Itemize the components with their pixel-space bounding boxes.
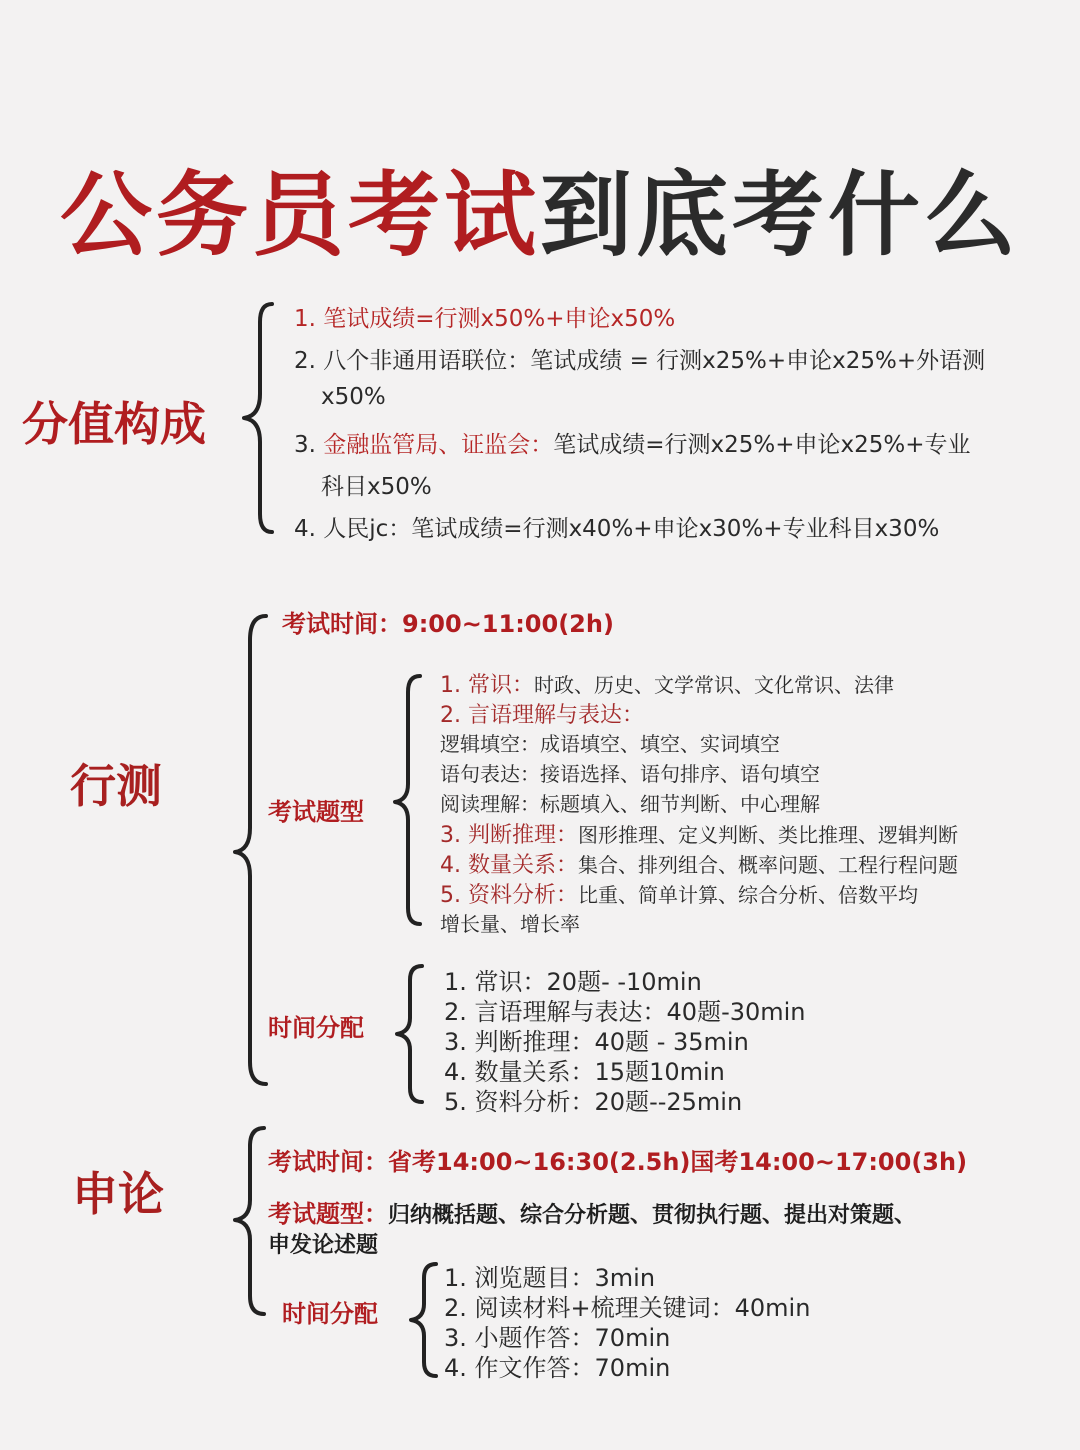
shenlun-time-value: 省考14:00~16:30(2.5h)国考14:00~17:00(3h): [388, 1148, 968, 1176]
xingce-alloc-label: 时间分配: [268, 1014, 364, 1042]
xingce-heading: 行测: [70, 759, 162, 813]
score-line-3-text: 笔试成绩=行测x25%+申论x25%+专业: [553, 432, 971, 458]
xingce-alloc-3: 3. 判断推理：40题 - 35min: [444, 1028, 749, 1056]
xingce-type-4-label: 4. 数量关系：: [440, 853, 578, 878]
xingce-type-2-sub-1: 逻辑填空：成语填空、填空、实词填空: [440, 732, 780, 756]
score-line-2: [294, 342, 985, 375]
xingce-type-4: [440, 848, 958, 879]
shenlun-types-text: 归纳概括题、综合分析题、贯彻执行题、提出对策题、: [388, 1203, 917, 1228]
score-line-2-text: 八个非通用语联位：笔试成绩 = 行测x25%+申论x25%+外语测: [323, 348, 986, 374]
shenlun-alloc-brace: [408, 1260, 442, 1384]
score-line-1: 1. 笔试成绩=行测x50%+申论x50%: [294, 306, 676, 332]
score-heading: 分值构成: [22, 397, 206, 451]
score-line-2-num: 2.: [294, 348, 324, 374]
title-red-part: 公务员考试: [59, 162, 540, 269]
xingce-type-2-sub-3: 阅读理解：标题填入、细节判断、中心理解: [440, 792, 820, 816]
xingce-type-5: [440, 878, 918, 909]
xingce-alloc-brace: [394, 962, 428, 1112]
score-line-2-cont: x50%: [321, 384, 386, 410]
score-line-3-num: 3.: [294, 432, 324, 458]
xingce-alloc-5: 5. 资料分析：20题--25min: [444, 1088, 743, 1116]
shenlun-alloc-1: 1. 浏览题目：3min: [444, 1264, 656, 1292]
shenlun-types-label: 考试题型：: [268, 1200, 388, 1228]
xingce-alloc-4: 4. 数量关系：15题10min: [444, 1058, 725, 1086]
xingce-type-3: [440, 818, 958, 849]
page-title: [0, 142, 1080, 274]
shenlun-alloc-2: 2. 阅读材料+梳理关键词：40min: [444, 1294, 811, 1322]
xingce-type-5-cont: 增长量、增长率: [440, 912, 580, 936]
xingce-alloc-1: 1. 常识：20题- -10min: [444, 968, 702, 996]
xingce-type-3-text: 图形推理、定义判断、类比推理、逻辑判断: [577, 823, 958, 847]
xingce-time-label: 考试时间：: [282, 610, 402, 638]
score-line-4: 4. 人民jc：笔试成绩=行测x40%+申论x30%+专业科目x30%: [294, 516, 940, 542]
xingce-alloc-2: 2. 言语理解与表达：40题-30min: [444, 998, 806, 1026]
xingce-type-3-label: 3. 判断推理：: [440, 823, 578, 848]
xingce-type-5-label: 5. 资料分析：: [440, 883, 578, 908]
xingce-type-1-text: 时政、历史、文学常识、文化常识、法律: [533, 673, 894, 697]
xingce-type-5-text: 比重、简单计算、综合分析、倍数平均: [577, 883, 918, 907]
xingce-type-1: [440, 668, 894, 699]
shenlun-alloc-label: 时间分配: [282, 1300, 378, 1328]
xingce-time-row: [282, 604, 614, 639]
score-line-3-cont: 科目x50%: [321, 474, 432, 500]
xingce-brace: [232, 610, 272, 1090]
xingce-type-4-text: 集合、排列组合、概率问题、工程行程问题: [577, 853, 958, 877]
xingce-time-value: 9:00~11:00(2h): [402, 610, 614, 638]
score-line-3: [294, 426, 971, 459]
shenlun-heading: 申论: [72, 1167, 164, 1221]
score-brace: [240, 300, 280, 540]
xingce-type-2-label: [440, 698, 644, 729]
xingce-types-brace: [392, 672, 426, 932]
score-line-3-red: 金融监管局、证监会：: [323, 432, 554, 458]
shenlun-brace: [232, 1124, 272, 1324]
xingce-type-2-label-text: 2. 言语理解与表达：: [440, 703, 644, 728]
shenlun-types-row: [268, 1194, 916, 1229]
xingce-type-1-label: 1. 常识：: [440, 673, 534, 698]
shenlun-types-cont: 申发论述题: [268, 1233, 379, 1258]
title-dark-part: 到底考什么: [540, 162, 1021, 269]
shenlun-alloc-3: 3. 小题作答：70min: [444, 1324, 671, 1352]
xingce-types-label: 考试题型: [268, 798, 364, 826]
xingce-type-2-sub-2: 语句表达：接语选择、语句排序、语句填空: [440, 762, 820, 786]
shenlun-alloc-4: 4. 作文作答：70min: [444, 1354, 671, 1382]
shenlun-time-row: [268, 1142, 967, 1177]
shenlun-time-label: 考试时间：: [268, 1148, 388, 1176]
